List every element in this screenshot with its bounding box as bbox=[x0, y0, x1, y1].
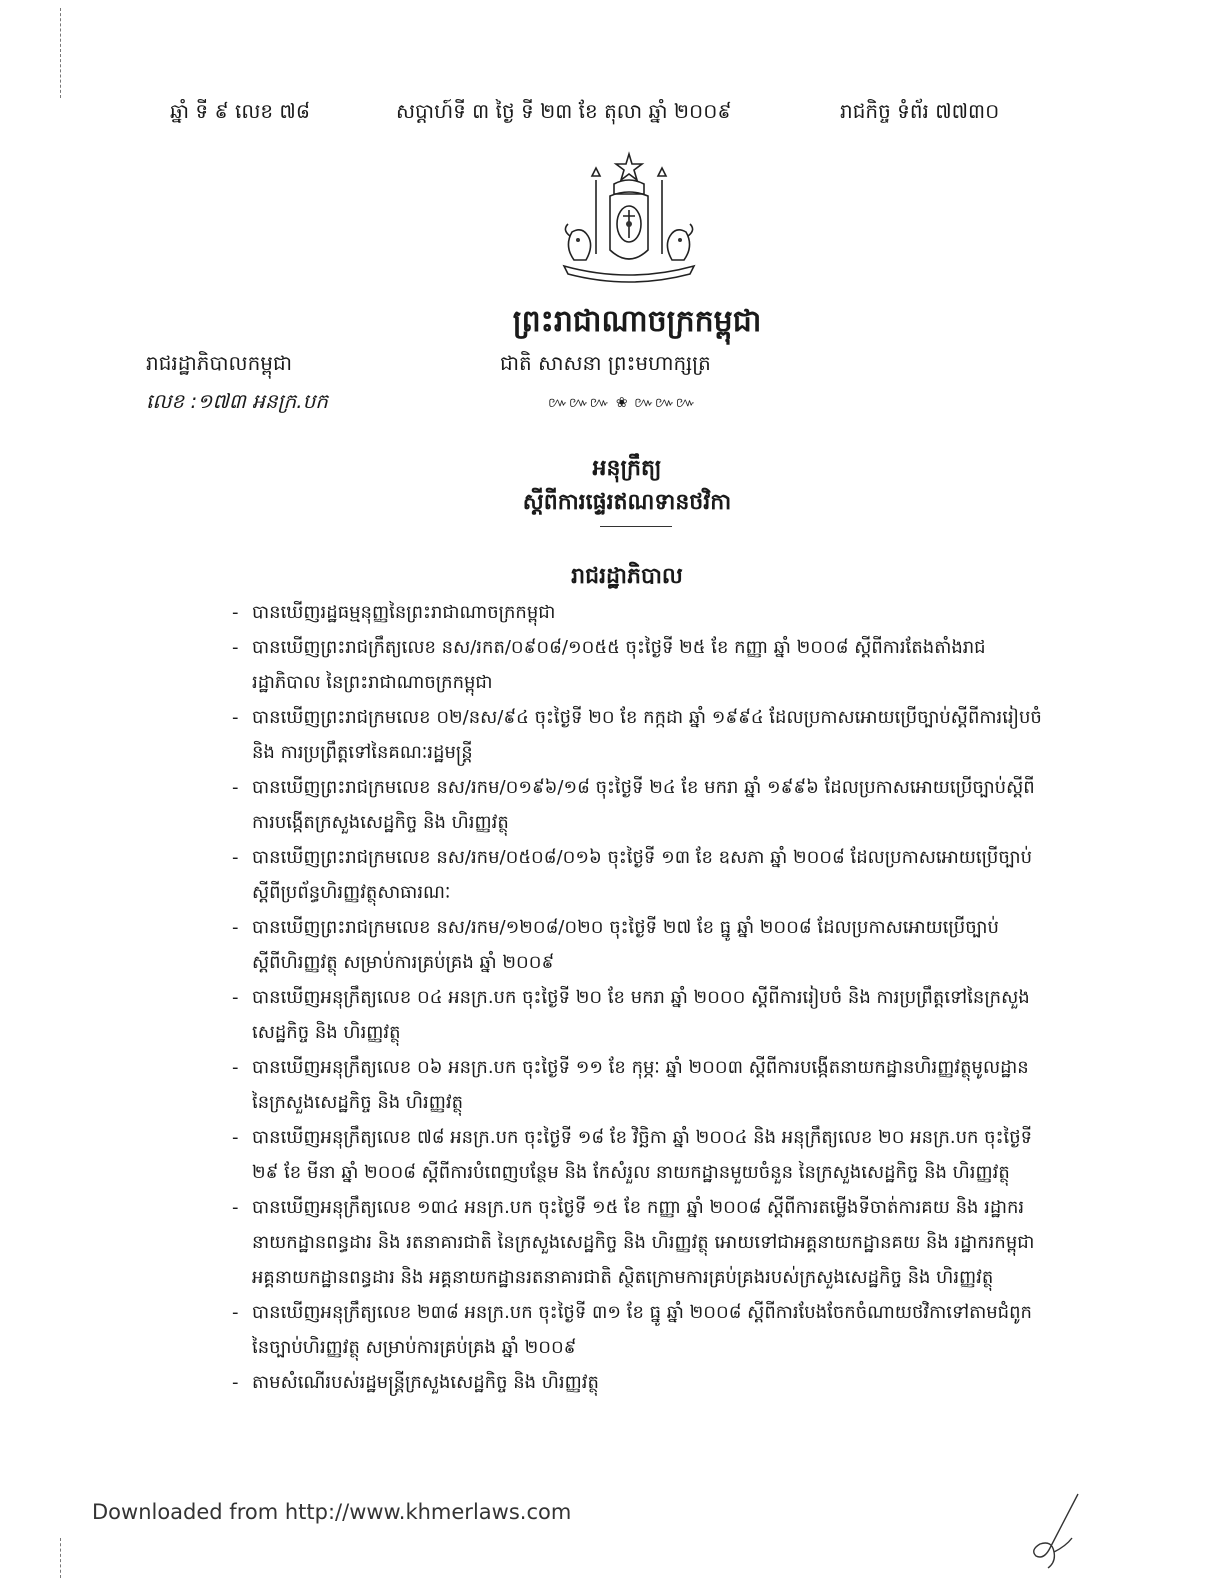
preamble-clause bbox=[222, 1295, 1042, 1365]
preamble-clause bbox=[222, 980, 1042, 1050]
decorative-ornament: ៚៚៚ ❀ ៚៚៚ bbox=[548, 395, 697, 411]
preamble-clause bbox=[222, 1050, 1042, 1120]
clause-text: បានឃើញព្រះរាជក្រមលេខ នស/រកម/០៥០៨/០១៦ ចុះថ្ងៃទី ១៣ ខែ ឧសភា ឆ្នាំ ២០០៨ ដែលប្រកាសអោយប្រើច្បាប់ស្តីពីប្រព័ន្ធហិរញ្ញវត្ថុសាធារណៈ bbox=[252, 847, 1033, 903]
gazette-page-number: រាជកិច្ច ទំព័រ ៧៧៣០ bbox=[840, 99, 1000, 123]
bullet-dash: - bbox=[232, 1302, 239, 1323]
royal-coat-of-arms-emblem bbox=[556, 150, 702, 288]
bullet-dash: - bbox=[232, 707, 239, 728]
clause-text: បានឃើញអនុក្រឹត្យលេខ ៧៨ អនក្រ.បក ចុះថ្ងៃទី ១៨ ខែ វិច្ឆិកា ឆ្នាំ ២០០៤ និង អនុក្រឹត្យលេខ ២០ អនក្រ.បក ចុះថ្ងៃទី ២៩ ខែ មីនា ឆ្នាំ ២០០៨ ស្តីពីការបំពេញបន្ថែម និង កែសំរួល នាយកដ្ឋានមួយចំនួន នៃក្រសួងសេដ្ឋកិច្ច និង ហិរញ្ញវត្ថុ bbox=[252, 1127, 1033, 1183]
bullet-dash: - bbox=[232, 1127, 239, 1148]
clause-text: បានឃើញព្រះរាជក្រមលេខ នស/រកម/១២០៨/០២០ ចុះថ្ងៃទី ២៧ ខែ ធ្នូ ឆ្នាំ ២០០៨ ដែលប្រកាសអោយប្រើច្បាប់ស្តីពីហិរញ្ញវត្ថុ សម្រាប់ការគ្រប់គ្រង ឆ្នាំ ២០០៩ bbox=[252, 917, 999, 973]
scan-edge-mark-bottom bbox=[60, 1538, 62, 1578]
kingdom-title: ព្រះរាជាណាចក្រកម្ពុជា bbox=[512, 304, 762, 339]
clause-text: បានឃើញព្រះរាជក្រឹត្យលេខ នស/រកត/០៩០៨/១០៥៥ ចុះថ្ងៃទី ២៥ ខែ កញ្ញា ឆ្នាំ ២០០៨ ស្តីពីការតែងតាំងរាជរដ្ឋាភិបាល នៃព្រះរាជាណាចក្រកម្ពុជា bbox=[252, 637, 986, 693]
preamble-clause bbox=[222, 910, 1042, 980]
clause-text: បានឃើញព្រះរាជក្រមលេខ នស/រកម/០១៩៦/១៨ ចុះថ្ងៃទី ២៤ ខែ មករា ឆ្នាំ ១៩៩៦ ដែលប្រកាសអោយប្រើច្បាប់ស្តីពីការបង្កើតក្រសួងសេដ្ឋកិច្ច និង ហិរញ្ញវត្ថុ bbox=[252, 777, 1035, 833]
preamble-clause bbox=[222, 630, 1042, 700]
gazette-header bbox=[150, 98, 1030, 126]
gazette-issue-number: ឆ្នាំ ទី ៩ លេខ ៧៨ bbox=[170, 99, 310, 123]
bullet-dash: - bbox=[232, 1057, 239, 1078]
national-motto: ជាតិ សាសនា ព្រះមហាក្សត្រ bbox=[500, 351, 711, 375]
title-divider bbox=[600, 526, 672, 527]
document-subject: ស្តីពីការផ្ទេរឥណទានថវិកា bbox=[522, 490, 732, 515]
clause-text: បានឃើញព្រះរាជក្រមលេខ ០២/នស/៩៤ ចុះថ្ងៃទី ២០ ខែ កក្កដា ឆ្នាំ ១៩៩៤ ដែលប្រកាសអោយប្រើច្បាប់ស្តីពីការរៀបចំ និង ការប្រព្រឹត្តទៅនៃគណៈរដ្ឋមន្ត្រី bbox=[252, 707, 1042, 763]
bullet-dash: - bbox=[232, 637, 239, 658]
bullet-dash: - bbox=[232, 602, 239, 623]
document-type-title: អនុក្រឹត្យ bbox=[592, 456, 662, 481]
handwritten-initial-signature bbox=[1020, 1490, 1090, 1572]
preamble-clause-list bbox=[222, 595, 1042, 1400]
bullet-dash: - bbox=[232, 1197, 239, 1218]
bullet-dash: - bbox=[232, 847, 239, 868]
gazette-date: សប្តាហ៍ទី ៣ ថ្ងៃ ទី ២៣ ខែ តុលា ឆ្នាំ ២០០៩ bbox=[396, 99, 732, 123]
bullet-dash: - bbox=[232, 777, 239, 798]
clause-text: បានឃើញអនុក្រឹត្យលេខ ០៤ អនក្រ.បក ចុះថ្ងៃទី ២០ ខែ មករា ឆ្នាំ ២០០០ ស្តីពីការរៀបចំ និង ការប្រព្រឹត្តទៅនៃក្រសួងសេដ្ឋកិច្ច និង ហិរញ្ញវត្ថុ bbox=[252, 987, 1030, 1043]
clause-text: បានឃើញរដ្ឋធម្មនុញ្ញនៃព្រះរាជាណាចក្រកម្ពុជា bbox=[252, 602, 556, 623]
download-source-footer: Downloaded from http://www.khmerlaws.com bbox=[92, 1500, 572, 1524]
preamble-clause bbox=[222, 595, 1042, 630]
preamble-clause bbox=[222, 1365, 1042, 1400]
preamble-clause bbox=[222, 1120, 1042, 1190]
clause-text: បានឃើញអនុក្រឹត្យលេខ ១៣៤ អនក្រ.បក ចុះថ្ងៃទី ១៥ ខែ កញ្ញា ឆ្នាំ ២០០៨ ស្តីពីការតម្លើងទីចាត់ការគយ និង រដ្ឋាករ នាយកដ្ឋានពន្ធដារ និង រតនាគារជាតិ នៃក្រសួងសេដ្ឋកិច្ច និង ហិរញ្ញវត្ថុ អោយទៅជាអគ្គនាយកដ្ឋានគយ និង រដ្ឋាករកម្ពុជា អគ្គនាយកដ្ឋានពន្ធដារ និង អគ្គនាយកដ្ឋានរតនាគារជាតិ ស្ថិតក្រោមការគ្រប់គ្រងរបស់ក្រសួងសេដ្ឋកិច្ច និង ហិរញ្ញវត្ថុ bbox=[252, 1197, 1035, 1288]
reference-number: លេខ :១៧៣ អនក្រ.បក bbox=[146, 389, 328, 413]
government-heading: រាជរដ្ឋាភិបាល bbox=[571, 564, 683, 589]
preamble-clause bbox=[222, 840, 1042, 910]
preamble-clause bbox=[222, 770, 1042, 840]
clause-text: តាមសំណើរបស់រដ្ឋមន្ត្រីក្រសួងសេដ្ឋកិច្ច និង ហិរញ្ញវត្ថុ bbox=[252, 1372, 599, 1393]
bullet-dash: - bbox=[232, 1372, 239, 1393]
scan-edge-mark bbox=[60, 8, 62, 98]
preamble-clause bbox=[222, 700, 1042, 770]
bullet-dash: - bbox=[232, 987, 239, 1008]
clause-text: បានឃើញអនុក្រឹត្យលេខ ២៣៨ អនក្រ.បក ចុះថ្ងៃទី ៣១ ខែ ធ្នូ ឆ្នាំ ២០០៨ ស្តីពីការបែងចែកចំណាយថវិកាទៅតាមជំពូក នៃច្បាប់ហិរញ្ញវត្ថុ សម្រាប់ការគ្រប់គ្រង ឆ្នាំ ២០០៩ bbox=[252, 1302, 1032, 1358]
clause-text: បានឃើញអនុក្រឹត្យលេខ ០៦ អនក្រ.បក ចុះថ្ងៃទី ១១ ខែ កុម្ភៈ ឆ្នាំ ២០០៣ ស្តីពីការបង្កើតនាយកដ្ឋានហិរញ្ញវត្ថុមូលដ្ឋាន នៃក្រសួងសេដ្ឋកិច្ច និង ហិរញ្ញវត្ថុ bbox=[252, 1057, 1029, 1113]
bullet-dash: - bbox=[232, 917, 239, 938]
issuing-government: រាជរដ្ឋាភិបាលកម្ពុជា bbox=[146, 351, 292, 375]
preamble-clause bbox=[222, 1190, 1042, 1295]
